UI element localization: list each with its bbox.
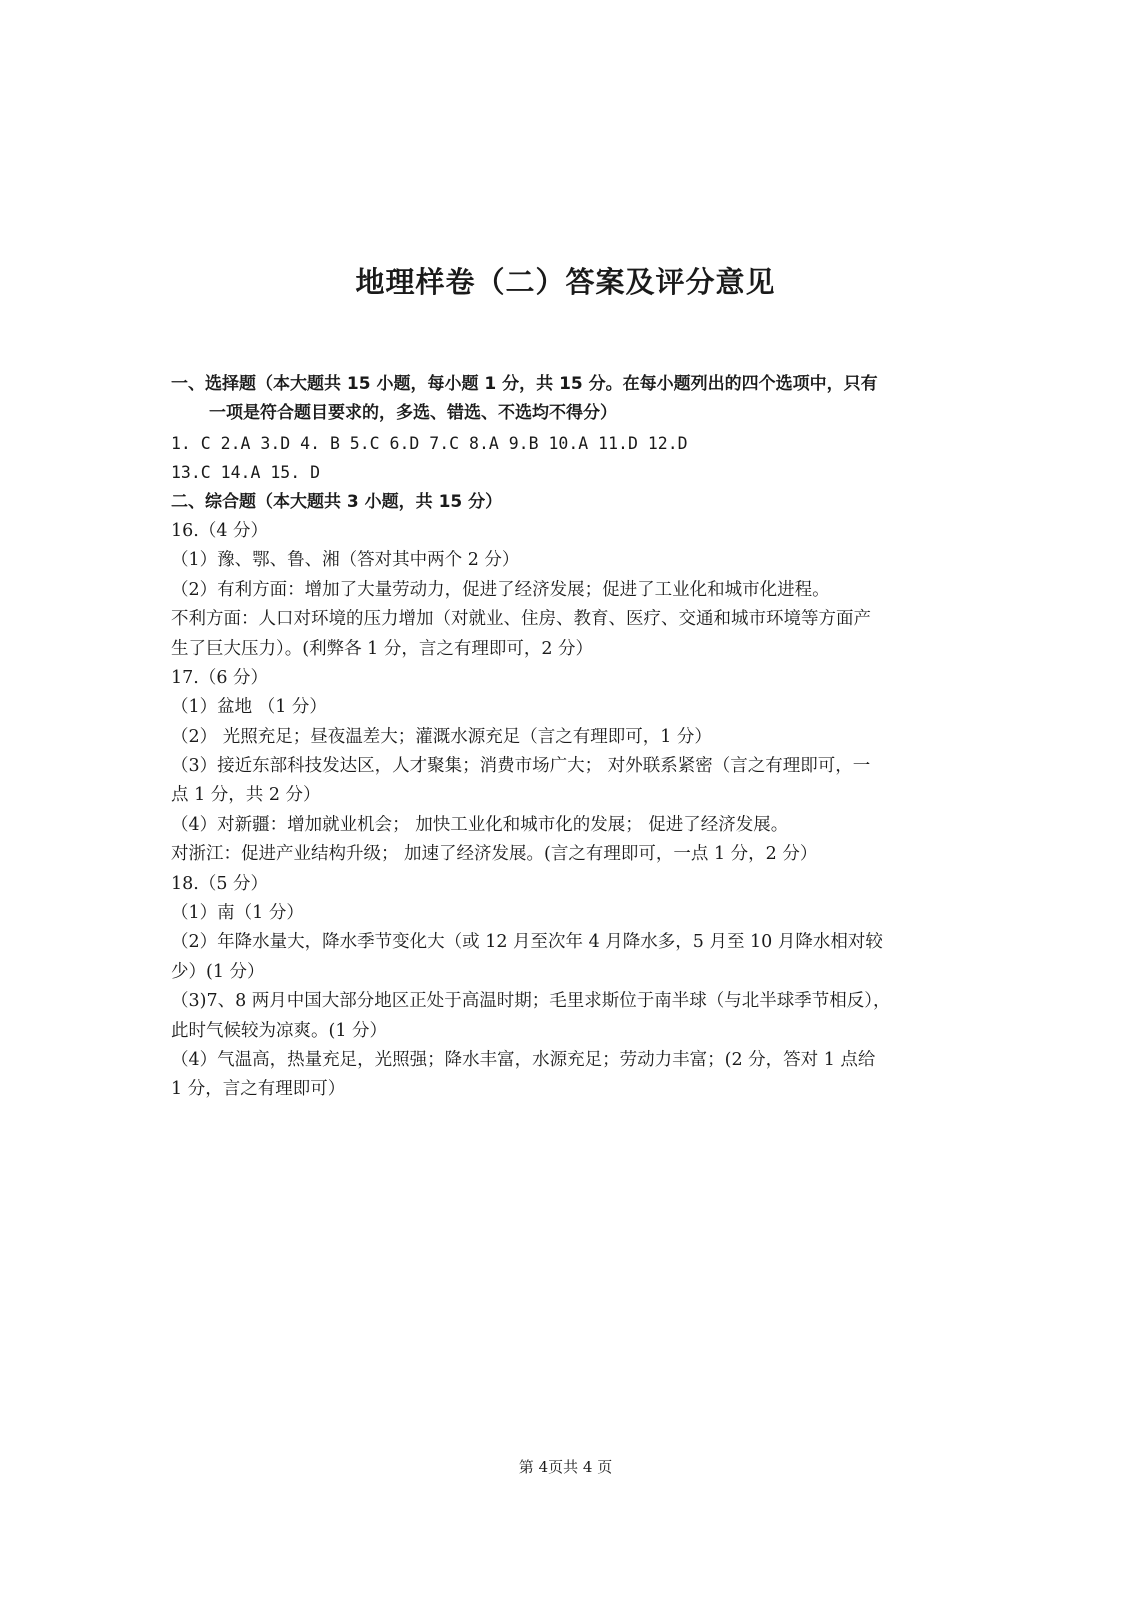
answer-line: （4）气温高，热量充足，光照强；降水丰富，水源充足；劳动力丰富；(2 分，答对 1 点给 xyxy=(171,1049,876,1070)
answer-line: 1 分，言之有理即可） xyxy=(171,1079,346,1100)
answer-line: （2） 光照充足；昼夜温差大；灌溉水源充足（言之有理即可，1 分） xyxy=(171,726,712,747)
answer-line: （1）南（1 分） xyxy=(171,903,304,924)
answer-line: 点 1 分，共 2 分） xyxy=(171,785,321,806)
answer-line: （4）对新疆：增加就业机会； 加快工业化和城市化的发展； 促进了经济发展。 xyxy=(171,814,789,835)
answer-line: （2）年降水量大，降水季节变化大（或 12 月至次年 4 月降水多，5 月至 10 月降水相对较 xyxy=(171,932,883,953)
section-heading-line: 一、选择题（本大题共 15 小题，每小题 1 分，共 15 分。在每小题列出的四个选项中，只有 xyxy=(171,374,878,394)
answer-line: 16.（4 分） xyxy=(171,520,269,541)
answer-line: 对浙江：促进产业结构升级； 加速了经济发展。(言之有理即可，一点 1 分，2 分） xyxy=(171,844,818,865)
section-heading-line: 二、综合题（本大题共 3 小题，共 15 分） xyxy=(171,491,503,512)
answer-line: （1）盆地 （1 分） xyxy=(171,697,327,718)
answer-line: 生了巨大压力）。(利弊各 1 分，言之有理即可，2 分） xyxy=(171,638,594,659)
answer-line: 1. C 2.A 3.D 4. B 5.C 6.D 7.C 8.A 9.B 10.A 11.D 12.D xyxy=(171,433,688,453)
answer-line: 不利方面：人口对环境的压力增加（对就业、住房、教育、医疗、交通和城市环境等方面产 xyxy=(171,609,871,630)
answer-line: （3）接近东部科技发达区，人才聚集；消费市场广大； 对外联系紧密（言之有理即可，一 xyxy=(171,756,871,777)
answer-line: （2）有利方面：增加了大量劳动力，促进了经济发展；促进了工业化和城市化进程。 xyxy=(171,579,830,600)
page-title: 地理样卷（二）答案及评分意见 xyxy=(355,265,776,299)
section-heading-line: 一项是符合题目要求的，多选、错选、不选均不得分） xyxy=(209,403,617,424)
answer-line: （3)7、8 两月中国大部分地区正处于高温时期；毛里求斯位于南半球（与北半球季节相反）， xyxy=(171,991,891,1012)
answer-content xyxy=(171,370,961,1105)
answer-line: 此时气候较为凉爽。(1 分） xyxy=(171,1020,388,1041)
answer-line: 13.C 14.A 15. D xyxy=(171,463,321,483)
answer-line: 少）(1 分） xyxy=(171,961,265,982)
answer-line: （1）豫、鄂、鲁、湘（答对其中两个 2 分） xyxy=(171,550,520,571)
answer-line: 17.（6 分） xyxy=(171,667,269,688)
answer-line: 18.（5 分） xyxy=(171,873,269,894)
page-number: 第 4页共 4 页 xyxy=(518,1458,613,1476)
